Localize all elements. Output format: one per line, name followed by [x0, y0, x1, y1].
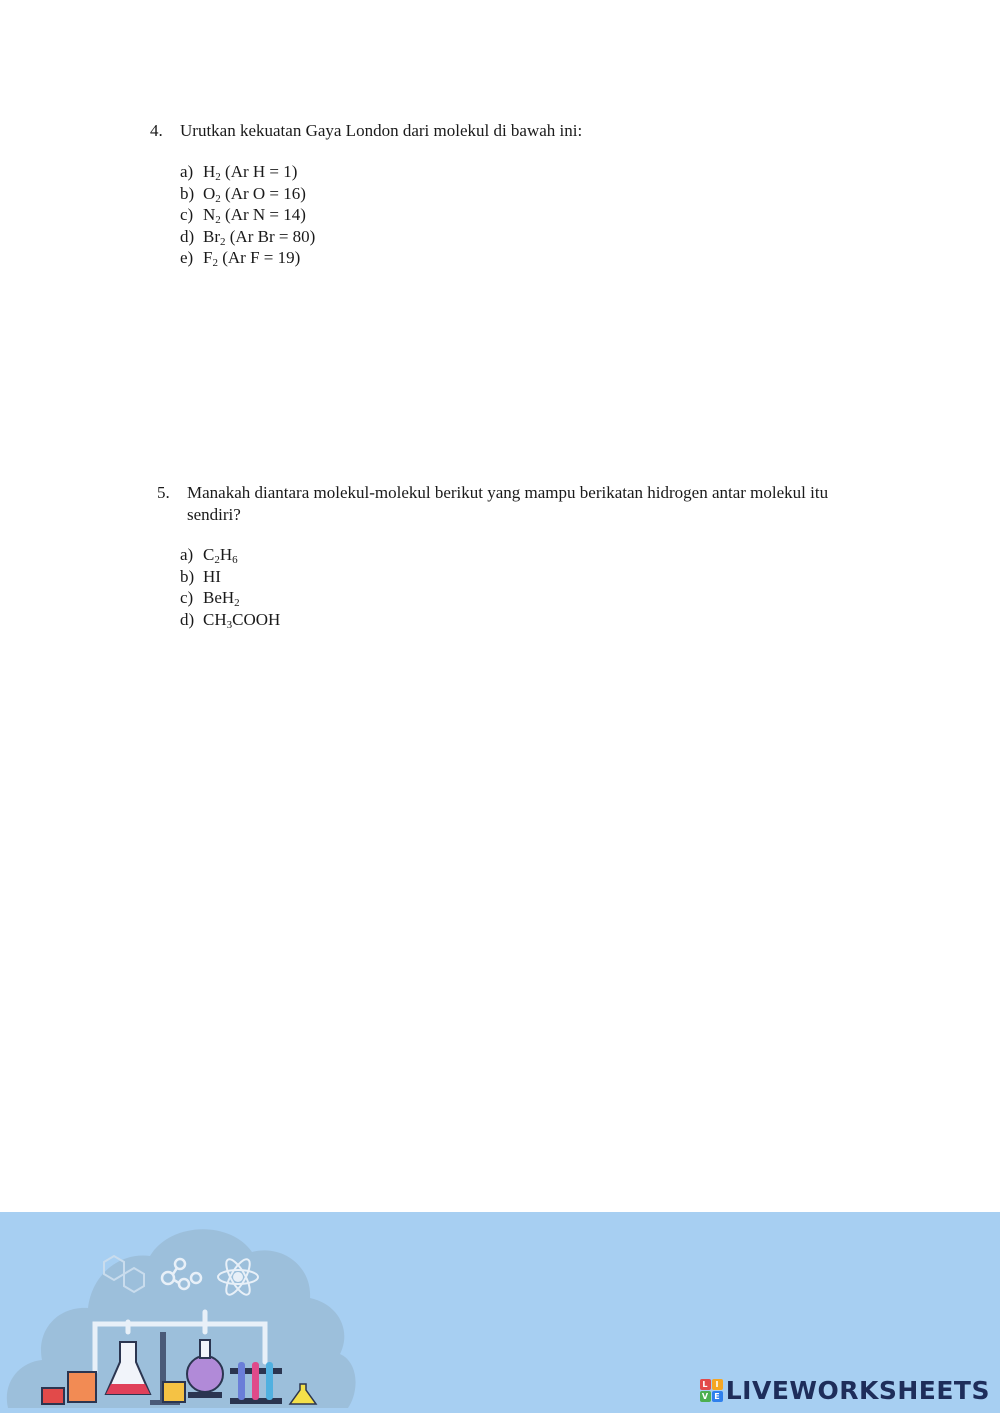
question-5-text-line-1: Manakah diantara molekul-molekul berikut yang mampu berikatan hidrogen antar molekul itu [187, 483, 829, 502]
beaker [163, 1382, 185, 1402]
option-text: $H_2$ (Ar H = 1) [203, 162, 298, 183]
question-4-options [180, 161, 480, 269]
footer-banner [0, 1212, 1000, 1413]
round-flask [187, 1356, 223, 1392]
liveworksheets-logo [700, 1376, 990, 1405]
beaker [68, 1372, 96, 1402]
option-label: a) [180, 162, 194, 181]
question-4-number: 4. [150, 121, 163, 140]
option-label: a) [180, 545, 194, 564]
option-d [180, 226, 480, 248]
option-label: d) [180, 226, 195, 246]
option-e [180, 247, 480, 269]
option-text: $Br_2$ (Ar Br = 80) [203, 226, 316, 248]
clock-box [42, 1388, 64, 1404]
brand-name: LIVEWORKSHEETS [725, 1376, 990, 1405]
option-label: c) [180, 205, 194, 224]
option-c [180, 587, 480, 609]
question-4 [150, 120, 850, 144]
option-label: e) [180, 248, 194, 267]
option-text: $N_2$ (Ar N = 14) [203, 205, 306, 226]
option-a [180, 161, 480, 183]
question-5-text-line-2: sendiri? [187, 505, 241, 524]
option-a [180, 544, 480, 566]
chemistry-lab-illustration [0, 1212, 360, 1413]
option-label: c) [180, 588, 194, 607]
option-text: $F_2$ (Ar F = 19) [203, 248, 301, 269]
option-label: b) [180, 183, 195, 203]
question-5-number: 5. [157, 483, 170, 502]
option-text: $O_2$ (Ar O = 16) [203, 183, 306, 205]
question-5-options [180, 544, 480, 630]
option-text: HI [203, 566, 221, 586]
option-text: $CH_3COOH$ [203, 609, 281, 631]
option-b [180, 566, 480, 588]
option-label: d) [180, 609, 195, 629]
option-d [180, 609, 480, 631]
option-text: BeH$_2$ [203, 588, 240, 609]
option-text: $C_2H_6$ [203, 545, 238, 566]
question-4-text: Urutkan kekuatan Gaya London dari molekul di bawah ini: [180, 121, 583, 140]
liveworksheets-badge-icon: L I V E [700, 1379, 723, 1402]
option-label: b) [180, 566, 195, 586]
option-c [180, 204, 480, 226]
option-b [180, 183, 480, 205]
question-5 [157, 482, 937, 528]
